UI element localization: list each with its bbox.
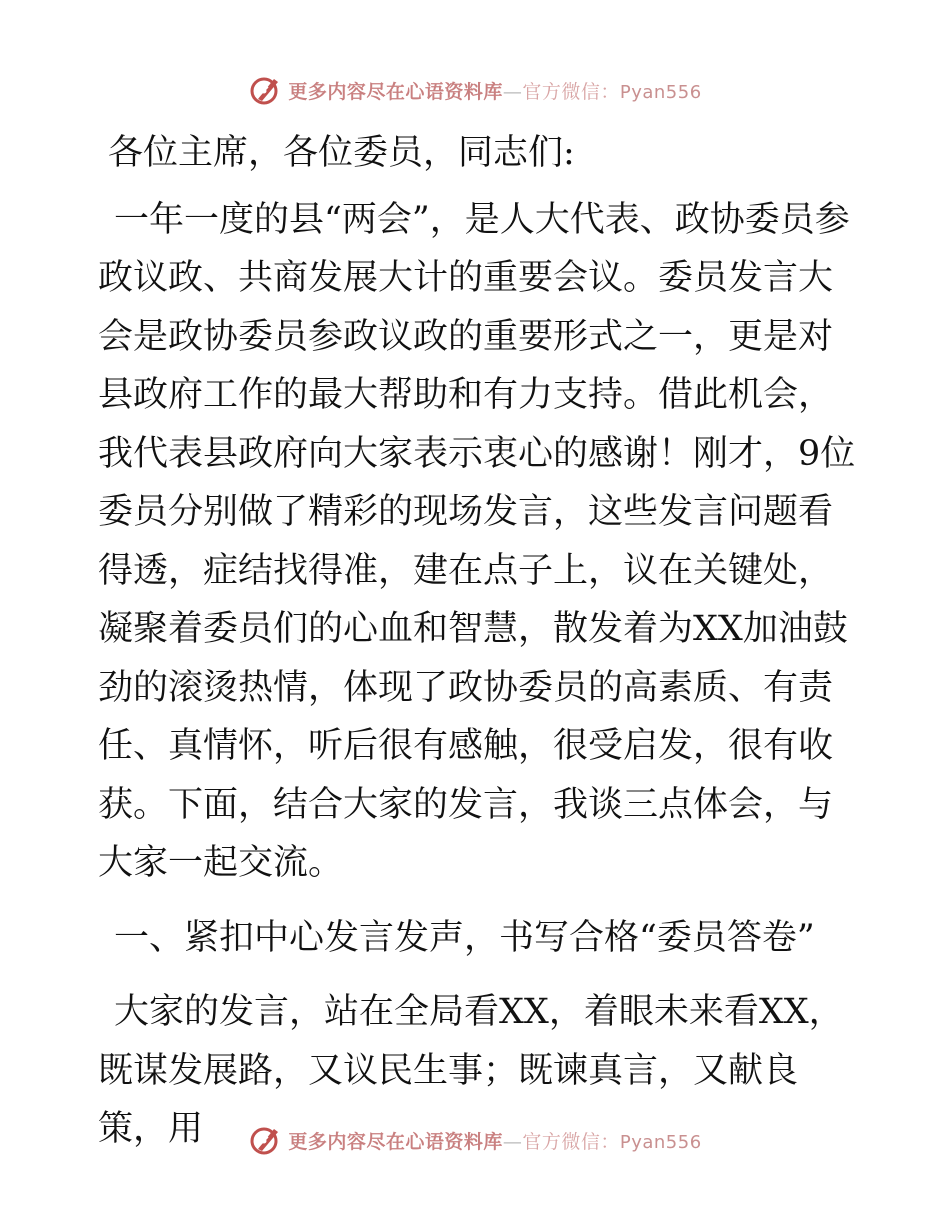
watermark-banner-bottom [0, 1120, 950, 1160]
quill-pen-logo-icon [248, 1123, 282, 1157]
watermark-wechat-id: Pyan556 [619, 1131, 702, 1153]
paragraph-2: 大家的发言，站在全局看XX，着眼未来看XX，既谋发展路，又议民生事；既谏真言，又献良策，用 [98, 992, 844, 1149]
watermark-text [288, 77, 701, 104]
paragraph-1: 一年一度的县“两会”，是人大代表、政协委员参政议政、共商发展大计的重要会议。委员发言大会是政协委员参政议政的重要形式之一，更是对县政府工作的最大帮助和有力支持。借此机会，我代表县政府向大家表示衷心的感谢！刚才，9位委员分别做了精彩的现场发言，这些发言问题看得透，症结找得准，建在点子上，议在关键处，凝聚着委员们的心血和智慧，散发着为XX加油鼓劲的滚烫热情，体现了政协委员的高素质、有责任、真情怀，听后很有感触，很受启发，很有收获。下面，结合大家的发言，我谈三点体会，与大家一起交流。 [98, 199, 856, 883]
quill-pen-logo-icon [248, 73, 282, 107]
watermark-wechat-id: Pyan556 [619, 81, 702, 103]
watermark-site-text: 更多内容尽在心语资料库 [288, 1130, 503, 1153]
document-body [98, 124, 858, 1159]
watermark-separator: — [502, 1130, 523, 1153]
watermark-official-text: 官方微信： [522, 1130, 620, 1153]
watermark-banner-top [0, 70, 950, 110]
watermark-site-text: 更多内容尽在心语资料库 [288, 80, 503, 103]
watermark-official-text: 官方微信： [522, 80, 620, 103]
watermark-text [288, 1127, 701, 1154]
salutation: 各位主席，各位委员，同志们: [108, 133, 575, 173]
watermark-separator: — [502, 80, 523, 103]
section-heading-1: 一、紧扣中心发言发声，书写合格“委员答卷” [114, 917, 815, 958]
